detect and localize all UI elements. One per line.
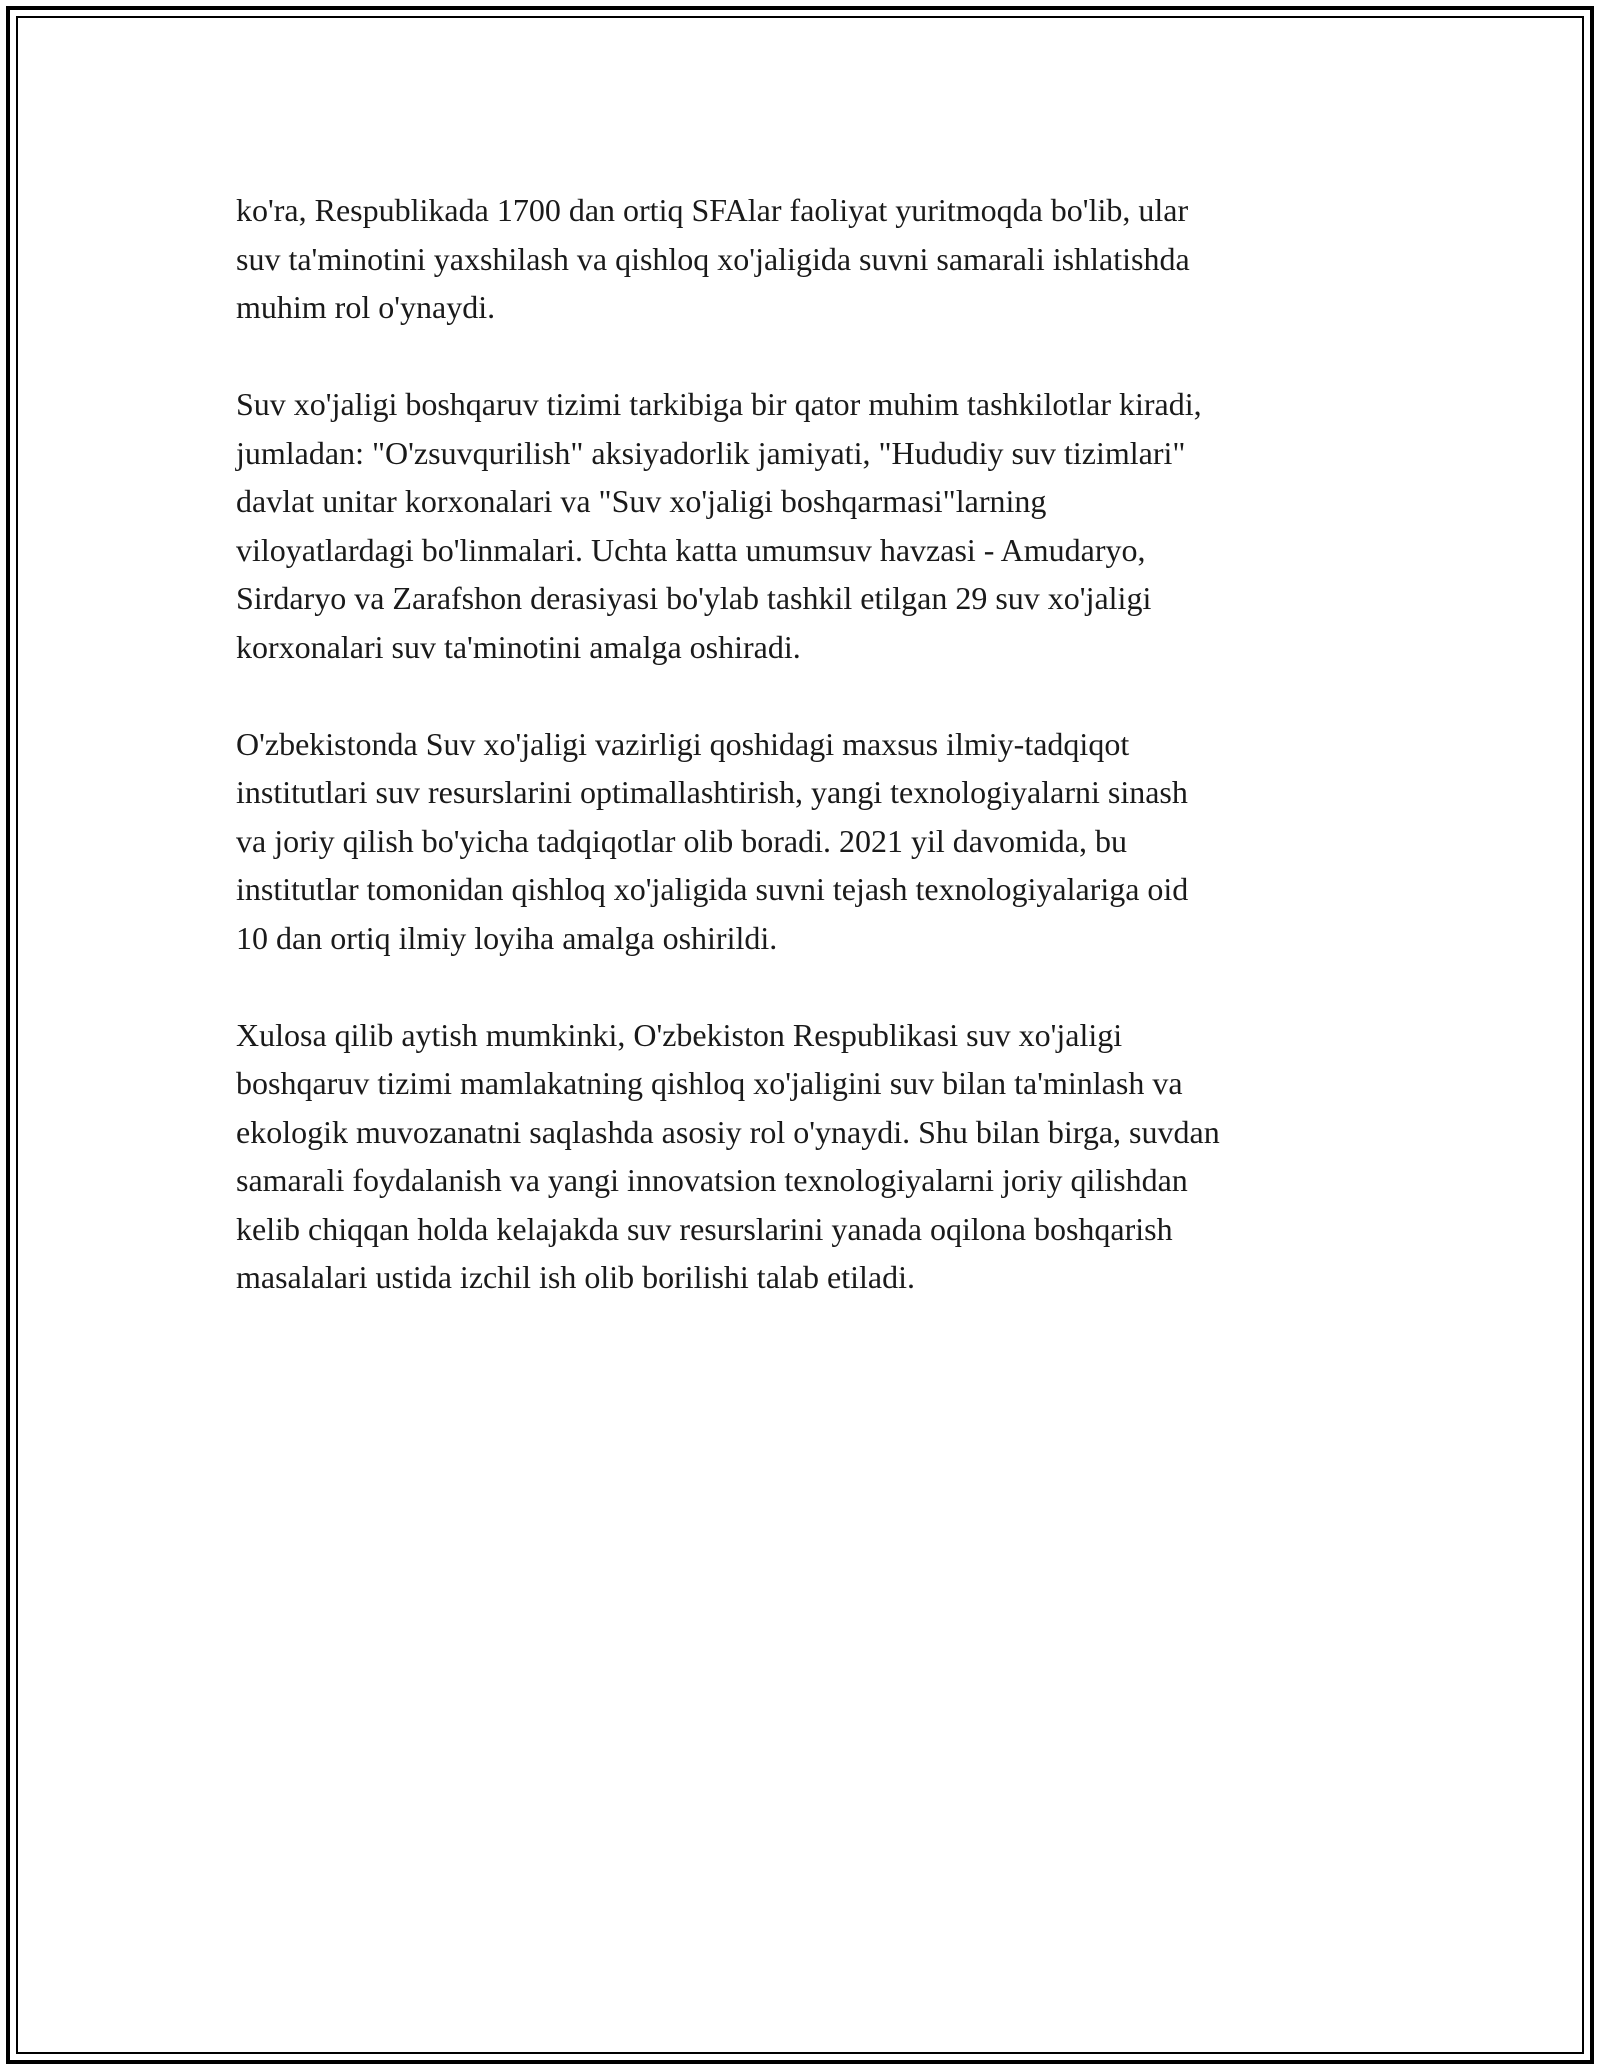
text-line: va joriy qilish bo'yicha tadqiqotlar olib boradi. 2021 yil davomida, bu (236, 822, 1127, 859)
paragraph-4 (236, 1011, 1386, 1302)
paragraph-2 (236, 380, 1386, 671)
paragraph-3 (236, 720, 1386, 963)
text-line: viloyatlardagi bo'linmalari. Uchta katta umumsuv havzasi - Amudaryo, (236, 531, 1146, 568)
text-line: institutlar tomonidan qishloq xo'jaligida suvni tejash texnologiyalariga oid (236, 871, 1189, 907)
text-line: Suv xo'jaligi boshqaruv tizimi tarkibiga bir qator muhim tashkilotlar kiradi, (236, 386, 1202, 422)
text-line: masalalari ustida izchil ish olib borilishi talab etiladi. (236, 1259, 915, 1295)
text-line: Xulosa qilib aytish mumkinki, O'zbekiston Respublikasi suv xo'jaligi (236, 1016, 1123, 1053)
text-line: ekologik muvozanatni saqlashda asosiy rol o'ynaydi. Shu bilan birga, suvdan (236, 1113, 1220, 1150)
text-line: suv ta'minotini yaxshilash va qishloq xo'jaligida suvni samarali ishlatishda (236, 240, 1190, 277)
text-line: kelib chiqqan holda kelajakda suv resurslarini yanada oqilona boshqarish (236, 1210, 1173, 1247)
text-line: muhim rol o'ynaydi. (236, 289, 496, 325)
text-line: O'zbekistonda Suv xo'jaligi vazirligi qoshidagi maxsus ilmiy-tadqiqot (236, 725, 1130, 762)
text-line: davlat unitar korxonalari va "Suv xo'jaligi boshqarmasi"larning (236, 483, 1047, 519)
paragraph-1 (236, 186, 1386, 332)
text-line: institutlari suv resurslarini optimallashtirish, yangi texnologiyalarni sinash (236, 774, 1188, 810)
text-line: 10 dan ortiq ilmiy loyiha amalga oshirildi. (236, 919, 778, 956)
text-line: Sirdaryo va Zarafshon derasiyasi bo'ylab tashkil etilgan 29 suv xo'jaligi (236, 580, 1152, 616)
text-line: samarali foydalanish va yangi innovatsion texnologiyalarni joriy qilishdan (236, 1162, 1188, 1198)
document-body (236, 186, 1386, 1350)
text-line: korxonalari suv ta'minotini amalga oshiradi. (236, 628, 801, 665)
text-line: ko'ra, Respublikada 1700 dan ortiq SFAlar faoliyat yuritmoqda bo'lib, ular (236, 192, 1189, 228)
text-line: jumladan: "O'zsuvqurilish" aksiyadorlik jamiyati, "Hududiy suv tizimlari" (236, 434, 1186, 471)
text-line: boshqaruv tizimi mamlakatning qishloq xo'jaligini suv bilan ta'minlash va (236, 1065, 1183, 1101)
